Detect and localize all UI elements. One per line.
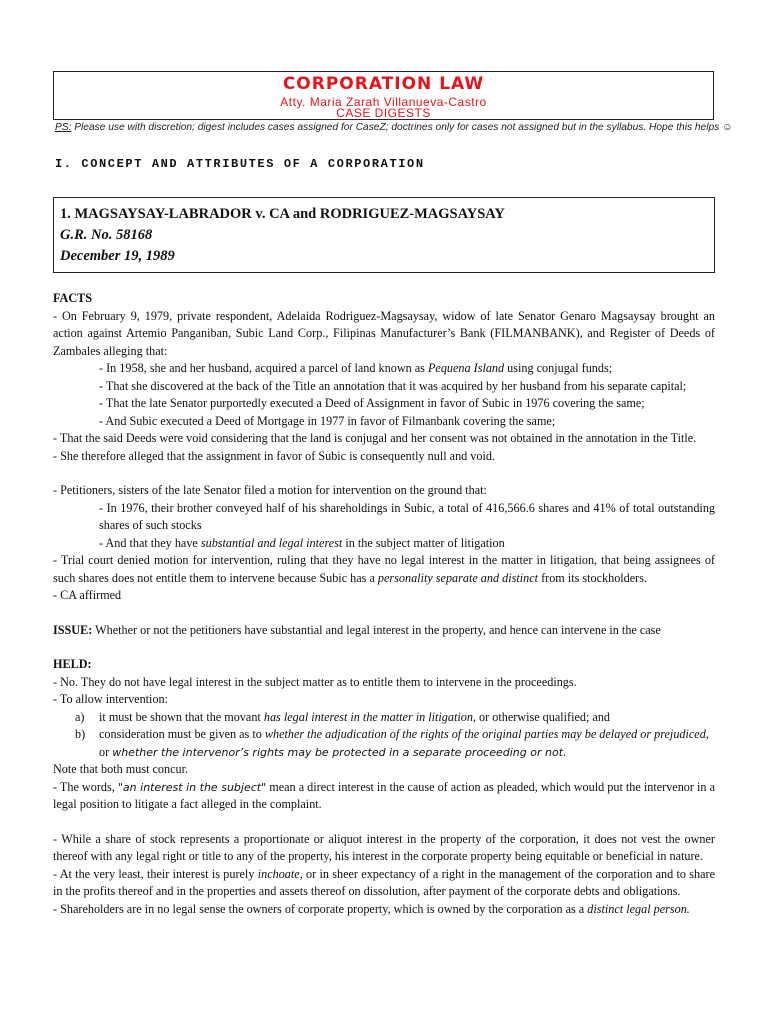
- held-paragraph: Note that both must concur.: [53, 762, 189, 776]
- case-header: [53, 197, 715, 273]
- held-heading: HELD:: [53, 657, 92, 671]
- facts-subitem: - That the late Senator purportedly executed a Deed of Assignment in favor of Subic in 1976 covering the same;: [99, 396, 645, 410]
- document-subtitle: CASE DIGESTS: [336, 106, 431, 120]
- issue-label: ISSUE:: [53, 622, 93, 637]
- case-gr-number: G.R. No. 58168: [60, 227, 153, 243]
- text-run: from its stockholders.: [538, 570, 648, 585]
- held-list-item: [53, 709, 715, 727]
- facts-subitem: - And Subic executed a Deed of Mortgage in 1977 in favor of Filmanbank covering the same;: [99, 413, 556, 428]
- list-marker: b): [75, 727, 86, 741]
- text-run: mean a direct interest in the cause of action as pleaded, which would put the intervenor in a legal position to litigate a fact alleged in the complaint.: [53, 779, 715, 811]
- ps-label: PS:: [55, 122, 72, 133]
- held-list-item: [53, 726, 715, 761]
- facts-paragraph: [53, 552, 715, 587]
- text-run: - Trial court denied motion for intervention, ruling that they have no legal interest in the matter in litigation, that being assignees of such shares does not entitle them to intervene because Subic has a: [53, 553, 715, 585]
- text-run: or in sheer expectancy of a right in the management of the corporation and to share in the profits thereof and in the properties and assets thereof on dissolution, after payment of the corporate debts and obligations.: [53, 866, 715, 898]
- case-title: 1. MAGSAYSAY-LABRADOR v. CA and RODRIGUEZ-MAGSAYSAY: [60, 206, 505, 222]
- text-run: using conjugal funds;: [504, 361, 613, 375]
- list-marker: a): [75, 709, 85, 724]
- facts-heading: FACTS: [53, 291, 93, 305]
- text-run-italic: personality separate and distinct: [377, 570, 539, 585]
- text-run: in the subject matter of litigation: [342, 535, 505, 550]
- text-run: , or otherwise qualified; and: [472, 709, 611, 724]
- facts-paragraph: - She therefore alleged that the assignment in favor of Subic is consequently null and void.: [53, 448, 496, 463]
- facts-subitem: [53, 535, 715, 553]
- facts-paragraph: - CA affirmed: [53, 588, 122, 602]
- text-run: it must be shown that the movant: [99, 709, 264, 724]
- facts-subitem: [53, 360, 715, 378]
- text-run-italic: substantial and legal interest: [200, 535, 343, 550]
- text-run: - Shareholders are in no legal sense the owners of corporate property, which is owned by the corporation as a: [53, 901, 588, 916]
- author-name: Atty. Maria Zarah Villanueva-Castro: [280, 95, 487, 109]
- issue-paragraph: [53, 622, 715, 640]
- text-run: .: [563, 744, 567, 759]
- case-date: December 19, 1989: [60, 248, 175, 264]
- ps-note: [55, 122, 755, 133]
- text-run-italic: whether the intervenor’s rights may be protected in a separate proceeding or not: [112, 745, 564, 759]
- held-paragraph: [53, 779, 715, 814]
- document-title: CORPORATION LAW: [282, 74, 485, 94]
- document-header: [53, 71, 714, 120]
- held-paragraph: [53, 901, 715, 919]
- text-run-italic: Pequena Island: [427, 361, 505, 375]
- text-run-italic: whether the adjudication of the rights of the original parties may be delayed or prejudiced,: [264, 727, 709, 741]
- held-paragraph: - While a share of stock represents a proportionate or aliquot interest in the property of the corporation, it does not vest the owner thereof with any legal right or title to any of the property, his interest in the corporate property being equitable or beneficial in nature.: [53, 831, 715, 863]
- text-run-italic: distinct legal person.: [587, 901, 690, 916]
- text-run: or: [99, 744, 113, 759]
- held-paragraph: - To allow intervention:: [53, 692, 169, 706]
- text-run-italic: "an interest in the subject": [117, 780, 267, 794]
- held-paragraph: - No. They do not have legal interest in the subject matter as to entitle them to intervene in the proceedings.: [53, 674, 577, 689]
- text-run: - And that they have: [99, 535, 201, 550]
- section-title: I. CONCEPT AND ATTRIBUTES OF A CORPORATION: [55, 157, 425, 171]
- case-digest-body: [53, 290, 715, 918]
- held-paragraph: [53, 866, 715, 901]
- ps-text: Please use with discretion; digest includes cases assigned for CaseZ; doctrines only for cases not assigned but in the syllabus. Hope this helps ☺: [71, 122, 733, 133]
- text-run: - In 1958, she and her husband, acquired a parcel of land known as: [99, 361, 428, 375]
- facts-paragraph: - Petitioners, sisters of the late Senator filed a motion for intervention on the ground that:: [53, 483, 487, 497]
- facts-subitem: - That she discovered at the back of the Title an annotation that it was acquired by her husband from his separate capital;: [99, 378, 687, 393]
- issue-text: Whether or not the petitioners have substantial and legal interest in the property, and hence can intervene in the case: [92, 622, 661, 637]
- text-run: - At the very least, their interest is purely: [53, 866, 258, 881]
- text-run-italic: has legal interest in the matter in litigation: [263, 709, 473, 724]
- facts-subitem: - In 1976, their brother conveyed half of his shareholdings in Subic, a total of 416,566.6 shares and 41% of total outstanding shares of such stocks: [99, 500, 715, 532]
- text-run-italic: inchoate,: [257, 866, 303, 881]
- facts-paragraph: - That the said Deeds were void considering that the land is conjugal and her consent was not obtained in the annotation in the Title.: [53, 431, 697, 445]
- text-run: consideration must be given as to: [99, 727, 265, 741]
- text-run: - The words,: [53, 779, 118, 794]
- facts-paragraph: - On February 9, 1979, private respondent, Adelaida Rodriguez-Magsaysay, widow of late Senator Genaro Magsaysay brought an action against Artemio Panganiban, Subic Land Corp., Filipinas Manufacturer’s Bank (FILMANBANK), and Register of Deeds of Zambales alleging that:: [53, 308, 715, 358]
